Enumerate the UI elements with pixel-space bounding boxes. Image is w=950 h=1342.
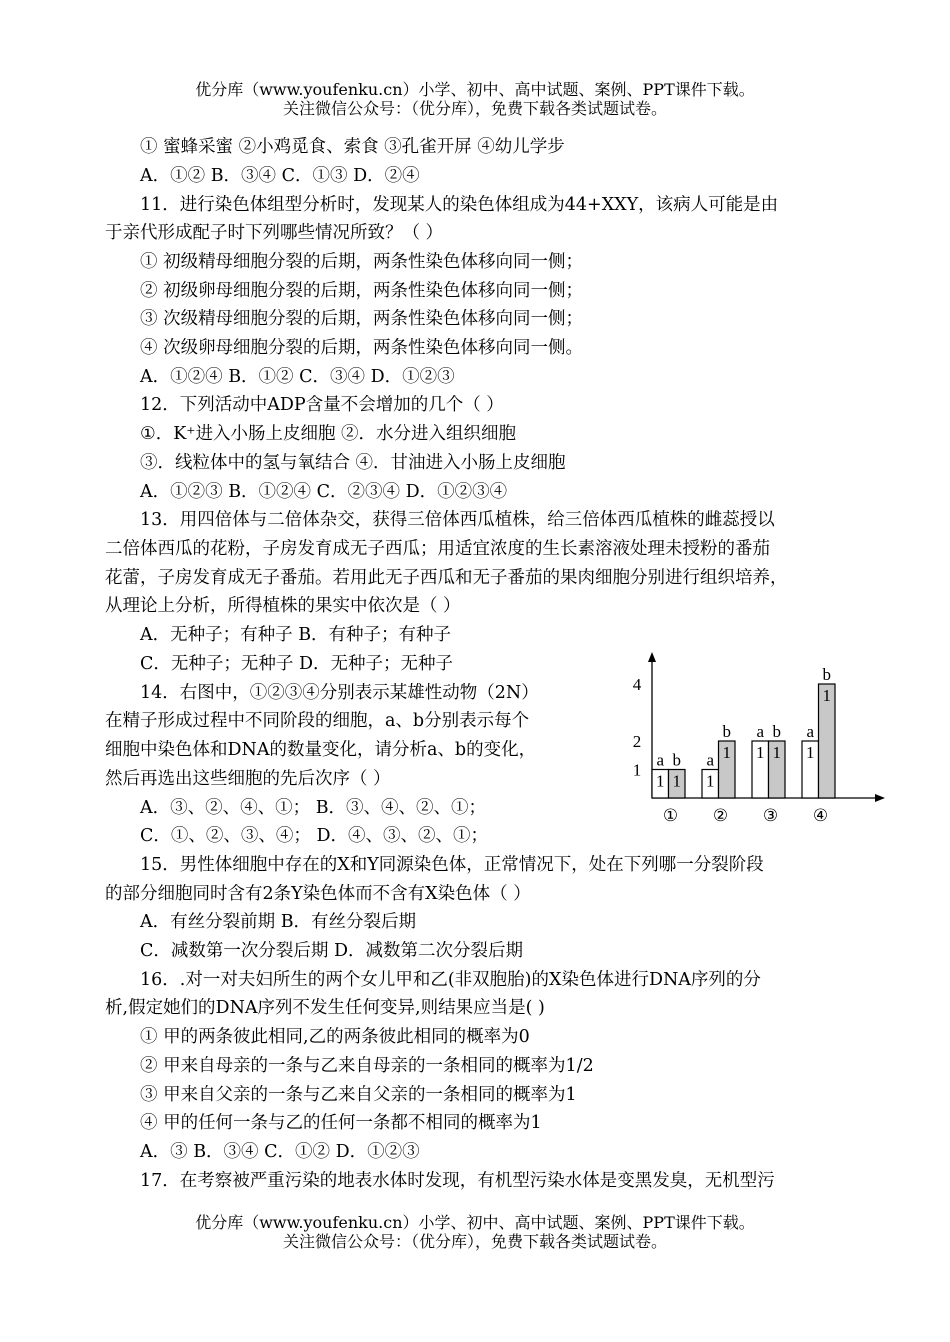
text-line: A．③、②、④、①； B．③、④、②、①； xyxy=(140,798,487,818)
text-line: ①．K⁺进入小肠上皮细胞 ②．水分进入组织细胞 xyxy=(140,424,517,444)
text-line: ③ 次级精母细胞分裂的后期，两条性染色体移向同一侧； xyxy=(140,309,584,329)
text-line: 17．在考察被严重污染的地表水体时发现，有机型污染水体是变黑发臭，无机型污 xyxy=(140,1171,775,1191)
text-line: A．无种子；有种子 B．有种子；有种子 xyxy=(140,625,452,645)
bar-value-label: 1 xyxy=(806,743,815,762)
x-tick-label: ③ xyxy=(762,806,779,825)
text-line: 于亲代形成配子时下列哪些情况所致？（ ） xyxy=(105,223,444,243)
bar-value-label: 1 xyxy=(756,743,765,762)
bar-letter-label: b xyxy=(822,665,831,684)
text-line: C．减数第一次分裂后期 D．减数第二次分裂后期 xyxy=(140,941,523,961)
bar-value-label: 1 xyxy=(706,771,715,791)
bar-value-label: 1 xyxy=(656,771,665,791)
header-line-1: 优分库（www.youfenku.cn）小学、初中、高中试题、案例、PPT课件下载。 xyxy=(195,80,755,99)
text-line: A．①②③ B．①②④ C．②③④ D．①②③④ xyxy=(140,482,508,502)
bar-letter-label: b xyxy=(722,722,731,741)
text-line: ② 甲来自母亲的一条与乙来自母亲的一条相同的概率为1/2 xyxy=(140,1056,594,1076)
bar-letter-label: b xyxy=(772,722,781,741)
text-line: A．③ B．③④ C．①② D．①②③ xyxy=(140,1142,420,1162)
text-line: C．①、②、③、④； D．④、③、②、①； xyxy=(140,826,488,846)
text-line: 11．进行染色体组型分析时，发现某人的染色体组成为44+XXY，该病人可能是由 xyxy=(140,195,779,215)
bar-letter-label: a xyxy=(656,750,665,770)
text-line: 12．下列活动中ADP含量不会增加的几个（ ） xyxy=(140,395,504,415)
y-tick-label: 1 xyxy=(632,760,642,780)
x-tick-label: ② xyxy=(712,806,729,825)
text-line: 在精子形成过程中不同阶段的细胞，a、b分别表示每个 xyxy=(105,711,530,731)
chromosome-dna-chart xyxy=(625,650,890,832)
text-line: 14．右图中，①②③④分别表示某雄性动物（2N） xyxy=(140,683,539,703)
footer-line-2: 关注微信公众号：（优分库），免费下载各类试题试卷。 xyxy=(282,1232,667,1251)
bar-value-label: 1 xyxy=(822,686,831,705)
bar-value-label: 1 xyxy=(722,743,731,762)
header-line-2: 关注微信公众号：（优分库），免费下载各类试题试卷。 xyxy=(282,99,667,118)
text-line: 15．男性体细胞中存在的X和Y同源染色体，正常情况下，处在下列哪一分裂阶段 xyxy=(140,855,764,875)
text-line: ① 甲的两条彼此相同,乙的两条彼此相同的概率为0 xyxy=(140,1027,530,1047)
x-tick-label: ④ xyxy=(812,806,829,825)
bar-letter-label: a xyxy=(706,750,715,770)
text-line: A．①②④ B．①② C．③④ D．①②③ xyxy=(140,367,455,387)
text-line: 花蕾，子房发育成无子番茄。若用此无子西瓜和无子番茄的果肉细胞分别进行组织培养， xyxy=(105,568,788,588)
text-line: 的部分细胞同时含有2条Y染色体而不含有X染色体（ ） xyxy=(105,884,531,904)
text-line: ① 蜜蜂采蜜 ②小鸡觅食、索食 ③孔雀开屏 ④幼儿学步 xyxy=(140,137,565,157)
text-line: 二倍体西瓜的花粉，子房发育成无子西瓜；用适宜浓度的生长素溶液处理未授粉的番茄 xyxy=(105,539,770,559)
x-tick-label: ① xyxy=(662,806,679,825)
x-axis-arrow-icon xyxy=(875,794,885,802)
text-line: ③ 甲来自父亲的一条与乙来自父亲的一条相同的概率为1 xyxy=(140,1085,577,1105)
footer-line-1: 优分库（www.youfenku.cn）小学、初中、高中试题、案例、PPT课件下载。 xyxy=(195,1213,755,1232)
bar-value-label: 1 xyxy=(772,743,781,762)
text-line: ② 初级卵母细胞分裂的后期，两条性染色体移向同一侧； xyxy=(140,281,584,301)
y-tick-label: 4 xyxy=(632,675,642,694)
text-line: 析,假定她们的DNA序列不发生任何变异,则结果应当是( ) xyxy=(105,998,545,1018)
text-line: ④ 甲的任何一条与乙的任何一条都不相同的概率为1 xyxy=(140,1113,542,1133)
text-line: A．有丝分裂前期 B．有丝分裂后期 xyxy=(140,912,417,932)
bar-letter-label: a xyxy=(756,722,765,741)
y-axis-arrow-icon xyxy=(648,652,656,662)
y-tick-label: 2 xyxy=(632,732,642,751)
text-line: ④ 次级卵母细胞分裂的后期，两条性染色体移向同一侧。 xyxy=(140,338,584,358)
text-line: 然后再选出这些细胞的先后次序（ ） xyxy=(105,769,391,789)
text-line: 细胞中染色体和DNA的数量变化，请分析a、b的变化， xyxy=(105,740,537,760)
bar-letter-label: a xyxy=(806,722,815,741)
bar-value-label: 1 xyxy=(672,771,681,791)
text-line: 16．.对一对夫妇所生的两个女儿甲和乙(非双胞胎)的X染色体进行DNA序列的分 xyxy=(140,970,761,990)
bar-letter-label: b xyxy=(672,750,681,770)
text-line: ① 初级精母细胞分裂的后期，两条性染色体移向同一侧； xyxy=(140,252,584,272)
text-line: C．无种子；无种子 D．无种子；无种子 xyxy=(140,654,453,674)
text-line: ③．线粒体中的氢与氧结合 ④．甘油进入小肠上皮细胞 xyxy=(140,453,566,473)
text-line: 从理论上分析，所得植株的果实中依次是（ ） xyxy=(105,596,461,616)
text-line: 13．用四倍体与二倍体杂交，获得三倍体西瓜植株，给三倍体西瓜植株的雌蕊授以 xyxy=(140,510,775,530)
text-line: A．①② B．③④ C．①③ D．②④ xyxy=(140,166,420,186)
